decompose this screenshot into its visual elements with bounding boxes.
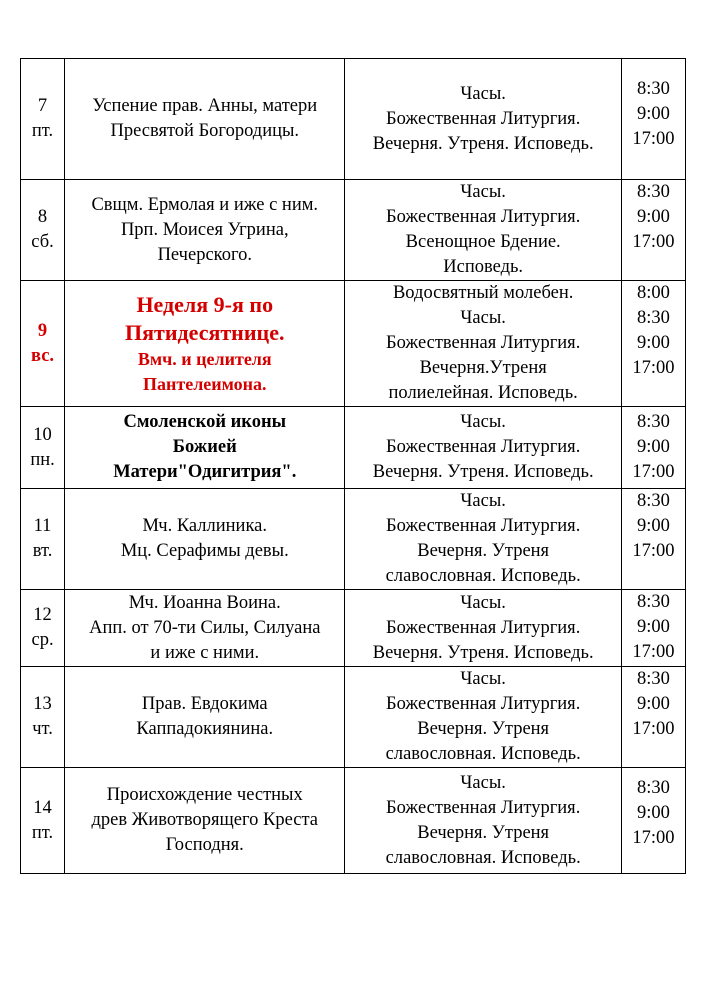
service-time: 9:00 — [636, 333, 670, 353]
service-time: 8:30 — [636, 778, 670, 798]
service-line: Божественная Литургия. — [386, 333, 581, 353]
service-line: славословная. Исповедь. — [385, 744, 581, 764]
feast-line: Успение прав. Анны, матери — [92, 96, 318, 116]
feast-line: Пресвятой Богородицы. — [110, 121, 300, 141]
feast-line: древ Животворящего Креста — [91, 810, 318, 830]
weekday: вт. — [32, 541, 53, 561]
service-time: 17:00 — [632, 642, 675, 662]
times-cell — [621, 768, 685, 874]
service-time: 9:00 — [636, 437, 670, 457]
weekday: пт. — [31, 121, 54, 141]
service-line: Часы. — [460, 772, 506, 793]
feast-line: Мц. Серафимы девы. — [120, 541, 289, 561]
day-number: 12 — [33, 605, 52, 625]
service-time: 17:00 — [632, 828, 675, 848]
weekday: ср. — [31, 630, 54, 650]
weekday: чт. — [32, 719, 53, 739]
times-cell — [621, 59, 685, 180]
service-time: 8:30 — [636, 79, 670, 99]
times-cell — [621, 407, 685, 489]
service-time: 17:00 — [632, 541, 675, 561]
service-time: 17:00 — [632, 462, 675, 482]
service-time: 9:00 — [636, 803, 670, 823]
service-line: Часы. — [460, 412, 506, 432]
feast-title-line: Неделя 9-я по — [136, 291, 274, 317]
times-cell — [621, 489, 685, 590]
service-cell — [345, 180, 621, 281]
table-row — [21, 281, 686, 407]
service-line: Всенощное Бдение. — [405, 232, 561, 252]
service-line: Божественная Литургия. — [386, 797, 581, 818]
feast-line: Смоленской иконы — [123, 412, 287, 432]
service-line: Вечерня. Утреня — [417, 822, 550, 843]
service-line: полиелейная. Исповедь. — [388, 383, 578, 403]
service-time: 8:30 — [636, 491, 670, 511]
service-time: 9:00 — [636, 104, 670, 124]
service-time: 9:00 — [636, 516, 670, 536]
service-time: 17:00 — [632, 719, 675, 739]
service-cell — [345, 590, 621, 667]
service-line: Божественная Литургия. — [386, 108, 581, 129]
service-time: 9:00 — [636, 617, 670, 637]
service-line: Вечерня.Утреня — [419, 358, 547, 378]
service-cell — [345, 489, 621, 590]
day-cell — [21, 180, 65, 281]
day-cell — [21, 768, 65, 874]
service-line: Водосвятный молебен. — [392, 283, 574, 303]
service-cell — [345, 281, 621, 407]
service-line: Божественная Литургия. — [386, 617, 581, 638]
service-line: Вечерня. Утреня. Исповедь. — [372, 642, 594, 663]
feast-line: Пантелеимона. — [142, 373, 267, 394]
feast-line: Прав. Евдокима — [141, 694, 268, 714]
service-time: 8:30 — [636, 182, 670, 202]
table-row — [21, 489, 686, 590]
day-cell — [21, 590, 65, 667]
feast-cell — [65, 667, 345, 768]
service-cell — [345, 667, 621, 768]
day-number: 14 — [33, 797, 52, 818]
day-cell — [21, 59, 65, 180]
weekday: пт. — [31, 822, 54, 843]
service-time: 8:30 — [636, 669, 670, 689]
service-line: славословная. Исповедь. — [385, 566, 581, 586]
feast-cell — [65, 281, 345, 407]
times-cell — [621, 281, 685, 407]
table-row — [21, 590, 686, 667]
service-line: Вечерня. Утреня — [417, 541, 550, 561]
times-cell — [621, 590, 685, 667]
table-row — [21, 667, 686, 768]
service-time: 9:00 — [636, 207, 670, 227]
service-time: 17:00 — [632, 232, 675, 252]
service-line: Божественная Литургия. — [386, 694, 581, 714]
day-number: 13 — [33, 694, 52, 714]
service-cell — [345, 59, 621, 180]
day-cell — [21, 281, 65, 407]
service-line: Часы. — [460, 491, 506, 511]
service-line: Вечерня. Утреня — [417, 719, 550, 739]
day-number: 8 — [37, 207, 48, 227]
feast-line: Свщм. Ермолая и иже с ним. — [91, 194, 319, 215]
service-line: славословная. Исповедь. — [385, 847, 581, 868]
service-time: 8:30 — [636, 592, 670, 612]
service-line: Исповедь. — [443, 257, 524, 277]
service-cell — [345, 768, 621, 874]
table-row — [21, 768, 686, 874]
day-number: 9 — [37, 320, 48, 341]
service-line: Вечерня. Утреня. Исповедь. — [372, 462, 594, 482]
feast-line: Апп. от 70-ти Силы, Силуана — [89, 617, 321, 638]
day-number: 7 — [37, 96, 48, 116]
service-line: Божественная Литургия. — [386, 516, 581, 536]
times-cell — [621, 180, 685, 281]
service-line: Божественная Литургия. — [386, 207, 581, 227]
feast-line: Каппадокиянина. — [136, 719, 274, 739]
table-row — [21, 180, 686, 281]
feast-cell — [65, 59, 345, 180]
feast-line: и иже с ними. — [150, 642, 260, 663]
table-row — [21, 59, 686, 180]
feast-line: Божией — [172, 437, 237, 457]
feast-cell — [65, 768, 345, 874]
day-number: 10 — [33, 424, 52, 445]
table-row — [21, 407, 686, 489]
day-cell — [21, 489, 65, 590]
service-time: 8:00 — [636, 283, 670, 303]
service-line: Часы. — [460, 592, 506, 613]
feast-line: Происхождение честных — [106, 785, 303, 805]
weekday: вс. — [31, 345, 55, 366]
times-cell — [621, 667, 685, 768]
feast-line: Мч. Каллиника. — [142, 516, 267, 536]
feast-line: Печерского. — [157, 244, 252, 265]
feast-line: Вмч. и целителя — [137, 348, 272, 369]
weekday: пн. — [30, 449, 55, 470]
service-line: Часы. — [460, 83, 506, 104]
service-time: 8:30 — [636, 412, 670, 432]
day-cell — [21, 407, 65, 489]
service-cell — [345, 407, 621, 489]
schedule-table — [20, 58, 686, 874]
service-time: 9:00 — [636, 694, 670, 714]
feast-cell — [65, 407, 345, 489]
service-line: Божественная Литургия. — [386, 437, 581, 457]
day-number: 11 — [33, 516, 52, 536]
feast-cell — [65, 489, 345, 590]
feast-line: Господня. — [165, 835, 244, 855]
weekday: сб. — [31, 232, 54, 252]
service-time: 17:00 — [632, 129, 675, 149]
service-line: Часы. — [460, 669, 506, 689]
feast-line: Мч. Иоанна Воина. — [128, 592, 281, 613]
service-time: 8:30 — [636, 308, 670, 328]
feast-title-line: Пятидесятнице. — [125, 319, 285, 345]
service-line: Вечерня. Утреня. Исповедь. — [372, 133, 594, 154]
day-cell — [21, 667, 65, 768]
service-time: 17:00 — [632, 358, 675, 378]
service-line: Часы. — [460, 308, 506, 328]
service-line: Часы. — [460, 182, 506, 202]
feast-line: Прп. Моисея Угрина, — [120, 219, 289, 240]
feast-cell — [65, 180, 345, 281]
feast-line: Матери"Одигитрия". — [113, 462, 297, 482]
feast-cell — [65, 590, 345, 667]
